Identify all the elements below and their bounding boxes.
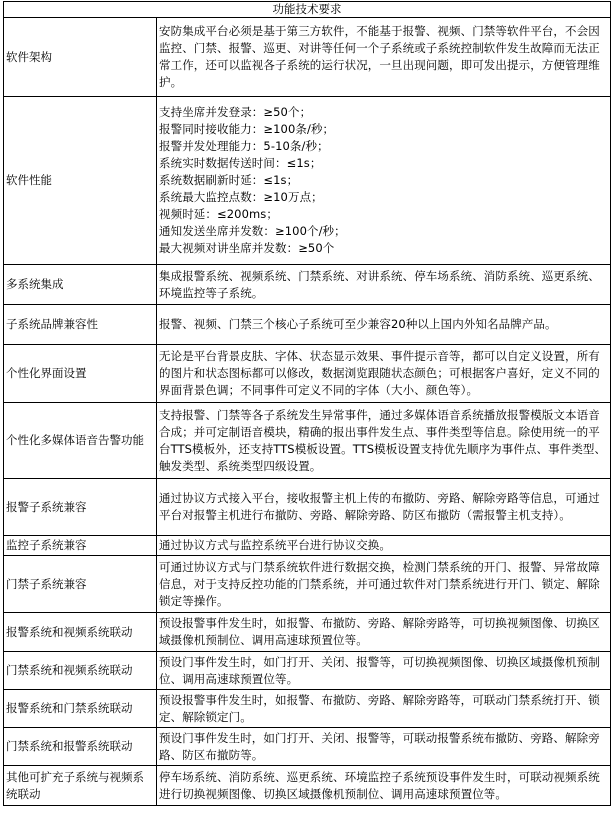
perf-line: 系统实时数据传送时间：≤1s；	[159, 156, 322, 170]
table-row	[4, 305, 611, 345]
table-row	[4, 479, 611, 536]
row-desc-custom-ui: 无论是平台背景皮肤、字体、状态显示效果、事件提示音等，都可以自定义设置，所有的图片和状态图标都可以修改，数据浏览跟随状态颜色；可根据客户喜好，定义不同的界面背景色调；不同事件可定义不同的字体（大小、颜色等）。	[157, 345, 611, 403]
row-desc-voice-alarm: 支持报警、门禁等各子系统发生异常事件，通过多媒体语音系统播放报警模版文本语音合成；并可定制语音模块，精确的报出事件发生点、事件类型等信息。除使用统一的平台TTS模板外，还支持TTS模板设置。TTS模板设置支持优先顺序为事件点、事件类型、触发类型、系统类型四级设置。	[157, 403, 611, 479]
table-row	[4, 97, 611, 265]
table-row	[4, 556, 611, 613]
table-row	[4, 345, 611, 403]
table-row	[4, 265, 611, 305]
row-item-multi-system-integration: 多系统集成	[4, 265, 157, 305]
row-desc-multi-system-integration: 集成报警系统、视频系统、门禁系统、对讲系统、停车场系统、消防系统、巡更系统、环境监控等子系统。	[157, 265, 611, 305]
row-desc-brand-compatibility: 报警、视频、门禁三个核心子系统可至少兼容20种以上国内外知名品牌产品。	[157, 305, 611, 345]
row-item-software-performance: 软件性能	[4, 97, 157, 265]
row-desc-alarm-access-linkage: 预设报警事件发生时，如报警、布撤防、旁路、解除旁路等，可联动门禁系统打开、锁定、解除锁定门。	[157, 690, 611, 728]
table-row	[4, 766, 611, 806]
row-item-alarm-subsystem: 报警子系统兼容	[4, 479, 157, 536]
row-item-monitor-subsystem: 监控子系统兼容	[4, 536, 157, 556]
perf-line: 支持坐席并发登录：≥50个；	[159, 105, 312, 119]
table-header-row	[4, 2, 611, 18]
table-row	[4, 652, 611, 690]
table-row	[4, 18, 611, 97]
perf-line: 系统最大监控点数：≥10万点；	[159, 190, 323, 204]
row-item-access-video-linkage: 门禁系统和视频系统联动	[4, 652, 157, 690]
row-item-other-video-linkage: 其他可扩充子系统与视频系统联动	[4, 766, 157, 806]
row-item-access-subsystem: 门禁子系统兼容	[4, 556, 157, 613]
row-desc-access-video-linkage: 预设门事件发生时，如门打开、关闭、报警等，可切换视频图像、切换区域摄像机预制位、调用高速球预置位等。	[157, 652, 611, 690]
row-item-alarm-video-linkage: 报警系统和视频系统联动	[4, 613, 157, 652]
perf-line: 视频时延：≤200ms；	[159, 207, 278, 221]
row-desc-other-video-linkage: 停车场系统、消防系统、巡更系统、环境监控子系统预设事件发生时，可联动视频系统进行切换视频图像、切换区域摄像机预制位、调用高速球预置位等。	[157, 766, 611, 806]
row-item-access-alarm-linkage: 门禁系统和报警系统联动	[4, 728, 157, 766]
table-row	[4, 728, 611, 766]
row-desc-software-performance	[157, 97, 611, 265]
row-desc-monitor-subsystem: 通过协议方式与监控系统平台进行协议交换。	[157, 536, 611, 556]
row-desc-access-alarm-linkage: 预设门事件发生时，如门打开、关闭、报警等，可联动报警系统布撤防、旁路、解除旁路、防区布撤防等。	[157, 728, 611, 766]
row-desc-alarm-video-linkage: 预设报警事件发生时，如报警、布撤防、旁路、解除旁路等，可切换视频图像、切换区域摄像机预制位、调用高速球预置位等。	[157, 613, 611, 652]
table-row	[4, 690, 611, 728]
perf-line: 系统数据刷新时延：≤1s；	[159, 173, 299, 187]
row-item-software-architecture: 软件架构	[4, 18, 157, 97]
perf-line: 报警并发处理能力：5-10条/秒；	[159, 139, 329, 153]
table-row	[4, 613, 611, 652]
table-title: 功能技术要求	[4, 2, 611, 18]
row-desc-access-subsystem: 可通过协议方式与门禁系统软件进行数据交换，检测门禁系统的开门、报警、异常故障信息，对于支持反控功能的门禁系统，并可通过软件对门禁系统进行开门、锁定、解除锁定等操作。	[157, 556, 611, 613]
row-item-alarm-access-linkage: 报警系统和门禁系统联动	[4, 690, 157, 728]
perf-line: 最大视频对讲坐席并发数：≥50个	[159, 241, 335, 255]
row-item-brand-compatibility: 子系统品牌兼容性	[4, 305, 157, 345]
perf-line: 通知发送坐席并发数：≥100个/秒；	[159, 224, 346, 238]
row-desc-software-architecture: 安防集成平台必须是基于第三方软件，不能基于报警、视频、门禁等软件平台，不会因监控、门禁、报警、巡更、对讲等任何一个子系统或子系统控制软件发生故障而无法正常工作，还可以监视各子系统的运行状况，一旦出现问题，即可发出提示，方便管理维护。	[157, 18, 611, 97]
row-desc-alarm-subsystem: 通过协议方式接入平台，接收报警主机上传的布撤防、旁路、解除旁路等信息，可通过平台对报警主机进行布撤防、旁路、解除旁路、防区布撤防（需报警主机支持）。	[157, 479, 611, 536]
row-item-voice-alarm: 个性化多媒体语音告警功能	[4, 403, 157, 479]
row-item-custom-ui: 个性化界面设置	[4, 345, 157, 403]
table-row	[4, 536, 611, 556]
tech-requirements-table	[3, 1, 611, 806]
table-row	[4, 403, 611, 479]
perf-line: 报警同时接收能力：≥100条/秒；	[159, 122, 335, 136]
